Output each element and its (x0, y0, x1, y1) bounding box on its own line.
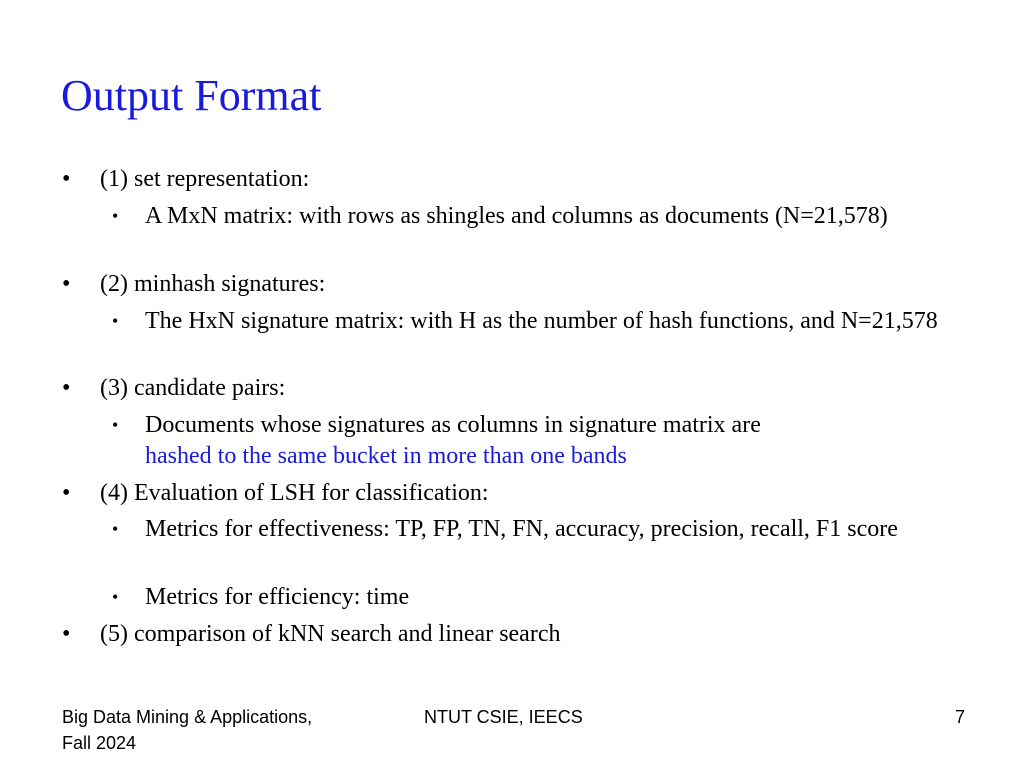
sub-bullet-4-1: Metrics for effectiveness: TP, FP, TN, FN, accuracy, precision, recall, F1 score (145, 516, 898, 542)
sub-bullet-dot: • (112, 206, 119, 226)
bullet-item-4: (4) Evaluation of LSH for classification: (100, 480, 489, 506)
sub-bullet-dot: • (112, 519, 119, 539)
bullet-dot: • (62, 621, 71, 647)
bullet-item-1: (1) set representation: (100, 166, 310, 192)
sub-bullet-2-1: The HxN signature matrix: with H as the number of hash functions, and N=21,578 (145, 308, 938, 334)
bullet-item-5: (5) comparison of kNN search and linear search (100, 621, 561, 647)
footer-department: NTUT CSIE, IEECS (424, 707, 583, 727)
bullet-dot: • (62, 480, 71, 506)
slide-title: Output Format (61, 71, 322, 120)
sub-bullet-3-1 (145, 410, 975, 472)
sub-bullet-dot: • (112, 587, 119, 607)
highlighted-phrase: hashed to the same bucket in more than one bands (145, 443, 627, 469)
bullet-dot: • (62, 375, 71, 401)
bullet-dot: • (62, 271, 71, 297)
sub-bullet-4-2: Metrics for efficiency: time (145, 584, 410, 610)
bullet-item-3: (3) candidate pairs: (100, 375, 286, 401)
sub-bullet-1-1: A MxN matrix: with rows as shingles and columns as documents (N=21,578) (145, 203, 888, 229)
sub-bullet-dot: • (112, 311, 119, 331)
footer-course: Big Data Mining & Applications, Fall 2024 (62, 707, 313, 753)
bullet-dot: • (62, 166, 71, 192)
sub-bullet-3-1-text: Documents whose signatures as columns in signature matrix are (145, 412, 761, 438)
sub-bullet-dot: • (112, 415, 119, 435)
bullet-item-2: (2) minhash signatures: (100, 271, 326, 297)
page-number: 7 (954, 707, 965, 727)
